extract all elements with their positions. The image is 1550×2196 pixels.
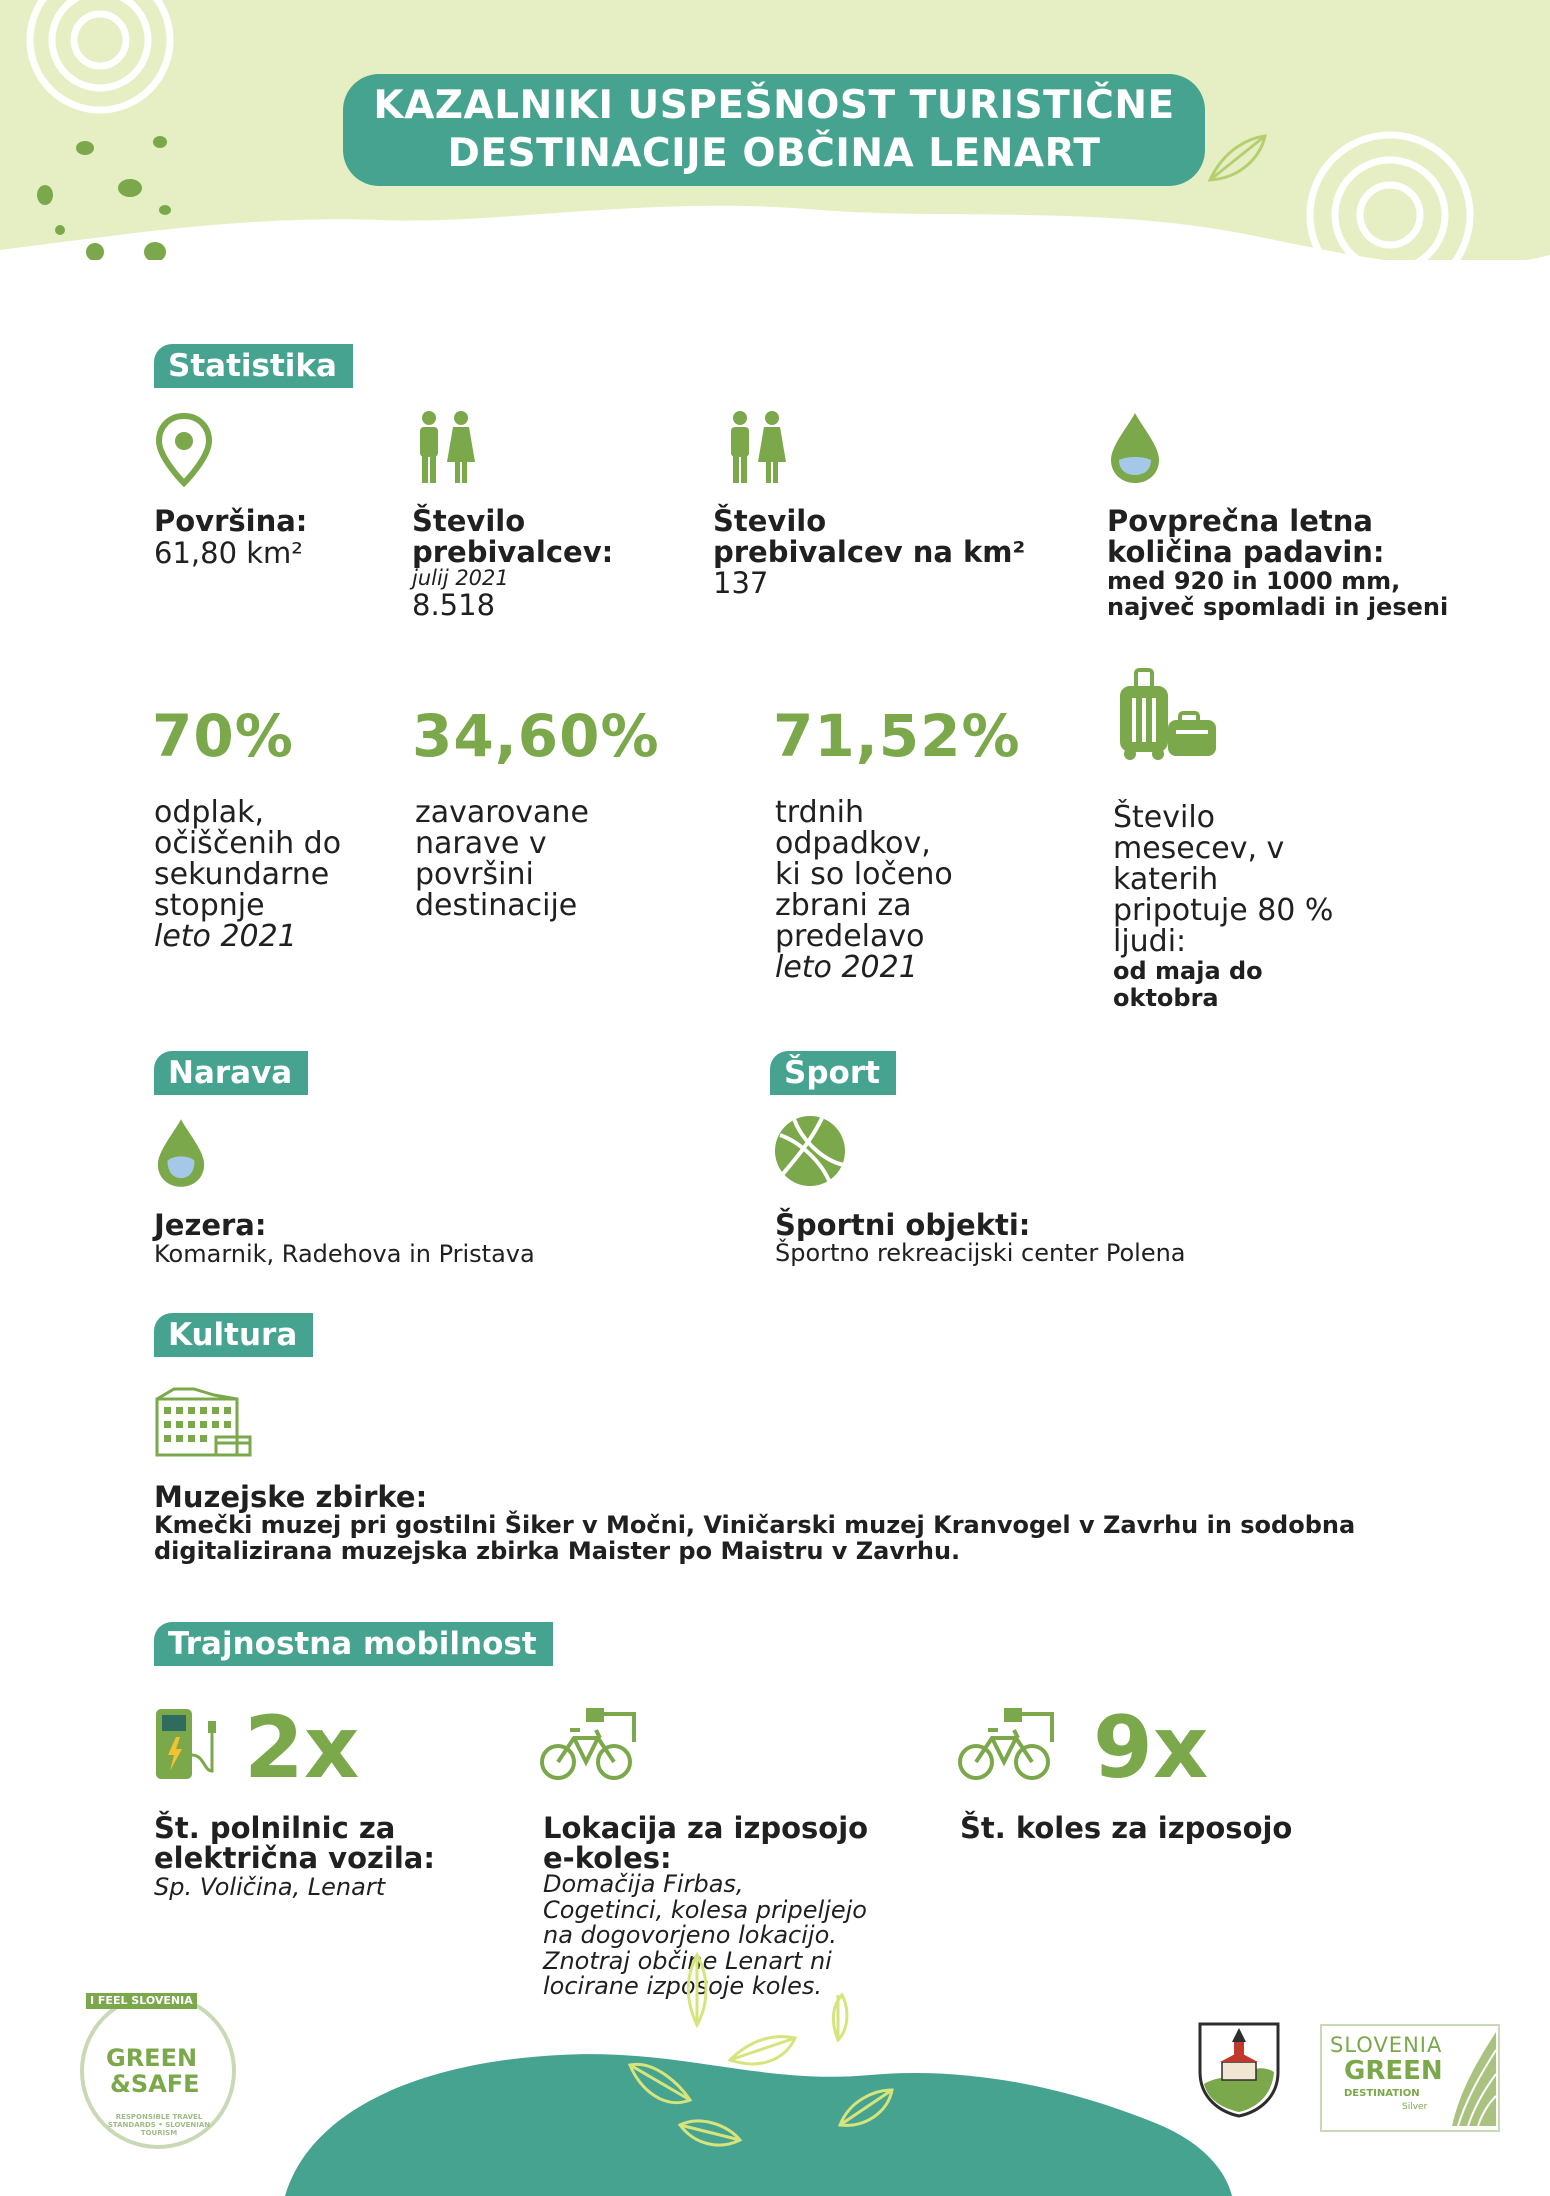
meseci-line: pripotuje 80 %	[1113, 893, 1334, 928]
muzeji-value-2: digitalizirana muzejska zbirka Maister po Maistru v Zavrhu.	[154, 1537, 961, 1565]
meseci-line: ljudi:	[1113, 924, 1187, 959]
section-title-narava: Narava	[154, 1051, 308, 1095]
sport-label: Športni objekti:	[775, 1208, 1031, 1242]
jezera-label: Jezera:	[154, 1208, 267, 1242]
odplake-percent: 70%	[152, 702, 294, 770]
sgd-line-4: Silver	[1402, 2102, 1428, 2112]
section-title-statistika: Statistika	[154, 344, 353, 388]
meseci-line: katerih	[1113, 862, 1219, 897]
narava-zav-line: površini	[415, 857, 534, 892]
gs-main-2: &SAFE	[110, 2070, 200, 2098]
location-pin-icon	[156, 413, 212, 487]
kolesa-label: Št. koles za izposojo	[960, 1811, 1293, 1845]
gs-top-label: I FEEL SLOVENIA	[86, 1993, 197, 2009]
odpadki-line: trdnih	[775, 795, 864, 830]
prebivalci-label-2: prebivalcev:	[412, 535, 614, 569]
odplake-note: leto 2021	[154, 919, 297, 954]
muzeji-value-1: Kmečki muzej pri gostilni Šiker v Močni, Viničarski muzej Kranvogel v Zavrhu in sodobna	[154, 1511, 1356, 1539]
padavine-label-2: količina padavin:	[1107, 535, 1385, 569]
prebivalci-note: julij 2021	[412, 566, 509, 590]
building-icon	[154, 1385, 254, 1459]
padavine-label-1: Povprečna letna	[1107, 504, 1373, 538]
meseci-line: Število	[1113, 800, 1216, 835]
polnilnice-note: Sp. Voličina, Lenart	[154, 1873, 386, 1901]
povrsina-value: 61,80 km²	[154, 536, 303, 570]
odplake-line: sekundarne	[154, 857, 330, 892]
meseci-value-1: od maja do	[1113, 957, 1263, 985]
izposoja-label-2: e-koles:	[543, 1841, 672, 1875]
water-drop-icon	[154, 1116, 208, 1190]
sgd-line-2: GREEN	[1344, 2056, 1443, 2086]
section-title-kultura: Kultura	[154, 1313, 313, 1357]
odpadki-line: ki so ločeno	[775, 857, 953, 892]
section-title-mobilnost: Trajnostna mobilnost	[154, 1622, 553, 1666]
odplake-line: očiščenih do	[154, 826, 342, 861]
meseci-value-2: oktobra	[1113, 984, 1219, 1012]
jezera-value: Komarnik, Radehova in Pristava	[154, 1240, 535, 1268]
odpadki-note: leto 2021	[775, 950, 918, 985]
izposoja-note: Domačija Firbas,	[543, 1870, 744, 1898]
title-line-2: DESTINACIJE OBČINA LENART	[447, 131, 1101, 176]
e-bike-icon	[540, 1708, 640, 1784]
kolesa-count: 9x	[1093, 1698, 1209, 1798]
odplake-text	[154, 797, 341, 952]
padavine-value-1: med 920 in 1000 mm,	[1107, 567, 1401, 595]
people-icon	[723, 410, 791, 486]
gs-main-1: GREEN	[106, 2044, 198, 2072]
sgd-leaf-icon	[1450, 2030, 1498, 2128]
povrsina-label: Površina:	[154, 504, 308, 538]
odpadki-line: odpadkov,	[775, 826, 931, 861]
section-title-sport: Šport	[770, 1051, 896, 1095]
polnilnice-label-2: električna vozila:	[154, 1841, 435, 1875]
page-title	[343, 74, 1205, 186]
izposoja-note: na dogovorjeno lokacijo.	[543, 1921, 837, 1949]
izposoja-note: locirane izposoje koles.	[543, 1972, 822, 2000]
odpadki-line: zbrani za	[775, 888, 912, 923]
water-drop-icon	[1107, 410, 1163, 486]
gostota-label-1: Število	[713, 504, 827, 538]
narava-zav-line: destinacije	[415, 888, 578, 923]
green-safe-badge	[80, 1993, 236, 2149]
odpadki-text	[775, 797, 953, 983]
e-bike-icon	[958, 1708, 1058, 1784]
title-line-1: KAZALNIKI USPEŠNOST TURISTIČNE	[373, 83, 1175, 128]
meseci-text	[1113, 802, 1333, 957]
izposoja-note: Znotraj občine Lenart ni	[543, 1946, 832, 1975]
sgd-line-3: DESTINATION	[1344, 2088, 1420, 2099]
izposoja-note: Cogetinci, kolesa pripeljejo	[543, 1895, 867, 1924]
gs-ring-text: RESPONSIBLE TRAVEL STANDARDS • SLOVENIAN TOURISM	[107, 2113, 211, 2137]
padavine-value-2: največ spomladi in jeseni	[1107, 593, 1449, 621]
luggage-icon	[1118, 668, 1218, 760]
sport-value: Športno rekreacijski center Polena	[775, 1239, 1186, 1267]
ball-icon	[772, 1113, 848, 1189]
gostota-label-2: prebivalcev na km²	[713, 535, 1026, 569]
odpadki-line: predelavo	[775, 919, 925, 954]
odpadki-percent: 71,52%	[773, 702, 1021, 770]
polnilnice-count: 2x	[244, 1698, 360, 1798]
narava-zav-line: zavarovane	[415, 795, 589, 830]
odplake-line: stopnje	[154, 888, 265, 923]
narava-zav-line: narave v	[415, 826, 547, 861]
slovenia-green-badge	[1320, 2024, 1500, 2132]
sgd-line-1: SLOVENIA	[1330, 2033, 1443, 2057]
izposoja-label-1: Lokacija za izposojo	[543, 1811, 869, 1845]
narava-zav-text	[415, 797, 589, 921]
prebivalci-value: 8.518	[412, 588, 496, 622]
coat-of-arms-icon	[1196, 2020, 1282, 2118]
narava-percent: 34,60%	[412, 702, 660, 770]
odplake-line: odplak,	[154, 795, 265, 830]
muzeji-label: Muzejske zbirke:	[154, 1480, 428, 1514]
people-icon	[412, 410, 480, 486]
gostota-value: 137	[713, 566, 769, 600]
meseci-line: mesecev, v	[1113, 831, 1285, 866]
charging-station-icon	[154, 1705, 220, 1781]
prebivalci-label-1: Število	[412, 504, 526, 538]
polnilnice-label-1: Št. polnilnic za	[154, 1811, 396, 1845]
